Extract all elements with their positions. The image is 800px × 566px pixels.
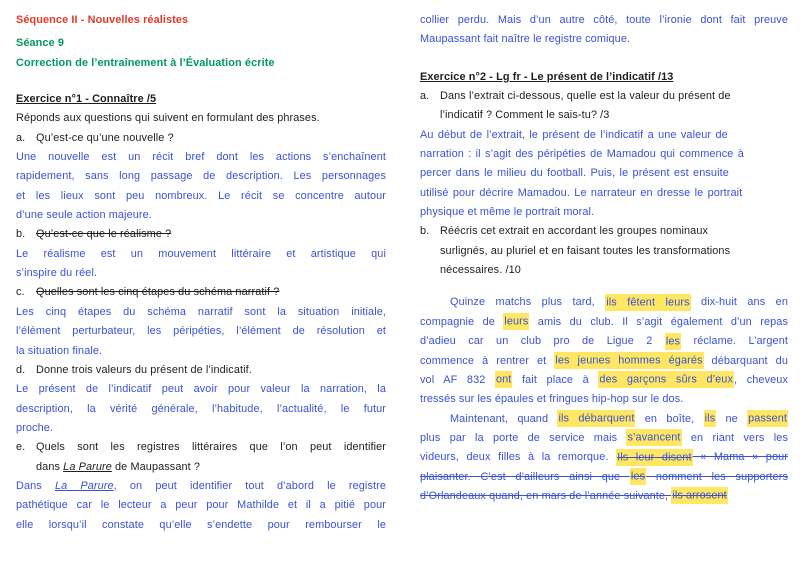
list-label: b. (16, 228, 26, 241)
answer-a-line (16, 187, 386, 206)
text-run: nomment les supporters (646, 470, 788, 483)
answer-b-line (16, 245, 386, 264)
highlighted-text: les (630, 468, 646, 485)
answer-c-line (16, 322, 386, 341)
answer-e-line (420, 11, 788, 30)
highlighted-text: passent (747, 410, 788, 427)
answer-a-line (16, 206, 386, 225)
text-run: Séance 9 (16, 37, 65, 50)
text-run: nécessaires. /10 (440, 264, 521, 277)
answer-a-line (16, 167, 386, 186)
list-label: a. (16, 131, 26, 144)
text-run: utilisé pour décrire Mamadou. Le narrateur en dresse le portrait (420, 186, 743, 199)
text-run: Les cinq étapes du schéma narratif sont la situation initiale, (16, 305, 386, 318)
text-run: proche. (16, 421, 54, 434)
text-run: Maupassant fait naître le registre comique. (420, 33, 631, 46)
text-run: Quelles sont les cinq étapes du schéma narratif ? (36, 286, 280, 299)
text-run: Le réalisme est un mouvement littéraire et artistique qui (16, 247, 386, 260)
answer2-a-line (420, 184, 788, 203)
extract-line (420, 468, 788, 487)
text-run: dix-huit ans en (690, 296, 788, 309)
answer2-a-line (420, 164, 788, 183)
text-run: s’inspire du réel. (16, 267, 98, 280)
text-run: Quinze matchs plus tard, (450, 296, 606, 309)
extract-line (420, 410, 788, 429)
list-label: b. (420, 225, 430, 238)
spacer (420, 50, 788, 68)
answer2-a-line (420, 203, 788, 222)
question2-a-line2 (420, 106, 788, 125)
list-label: e. (16, 441, 26, 454)
text-run: videurs, deux filles à la remorque. (420, 451, 617, 464)
highlighted-text: leurs (503, 313, 529, 330)
text-run: Qu’est-ce que le réalisme ? (36, 228, 172, 241)
highlighted-text: des garçons sûrs d’eux (598, 371, 734, 388)
text-run: Exercice n°2 - Lg fr - Le présent de l’indicatif /13 (420, 70, 674, 83)
list-label: a. (420, 90, 430, 103)
text-run: compagnie de (420, 315, 504, 328)
exercise1-heading (16, 90, 386, 109)
left-column (16, 11, 386, 535)
text-run: La Parure (54, 479, 114, 492)
text-run: dans (36, 460, 64, 473)
question2-b-line2 (420, 242, 788, 261)
text-run: d’une seule action majeure. (16, 209, 152, 222)
text-run: Dans (16, 479, 55, 492)
answer-d-line (16, 400, 386, 419)
text-run: Une nouvelle est un récit bref dont les actions s’enchaînent (16, 151, 386, 164)
text-run: tressés sur les épaules et fringues hip-hop sur le dos. (420, 393, 684, 406)
answer-a-line (16, 148, 386, 167)
answer-e-line (420, 30, 788, 49)
highlighted-text: ils arrosent (671, 487, 727, 504)
answer2-a-line (420, 145, 788, 164)
text-run: narration : il s’agit des péripéties de Mamadou qui commence à (420, 148, 744, 161)
question2-b-line3 (420, 261, 788, 280)
answer-e-line (16, 477, 386, 496)
text-run: pathétique car le lecteur a peur pour Mathilde et il a pitié pour (16, 499, 386, 512)
text-run: elle lorsqu’il constate qu’elle s’endette pour rembourser le (16, 518, 386, 531)
text-run: Quels sont les registres littéraires que l’on peut identifier (36, 441, 386, 454)
text-run: plus par la porte de service mais (420, 431, 627, 444)
seance-heading (16, 34, 386, 53)
question-b (16, 225, 386, 244)
highlighted-text: les jeunes hommes égarés (554, 352, 703, 369)
list-label: d. (16, 363, 26, 376)
text-run: « Mama » pour (692, 451, 788, 464)
text-run: rapidement, sans long passage de description. Les personnages (16, 170, 386, 183)
answer2-a-line (420, 126, 788, 145)
text-run: collier perdu. Mais d’un autre côté, toute l’ironie dont fait preuve (420, 14, 788, 26)
extract-line (420, 429, 788, 448)
text-run: Dans l’extrait ci-dessous, quelle est la valeur du présent de (440, 90, 731, 103)
correction-subtitle (16, 54, 386, 73)
question2-b (420, 222, 788, 241)
text-run: Réécris cet extrait en accordant les groupes nominaux (440, 225, 709, 238)
text-run: commence à rentrer et (420, 354, 555, 367)
text-run: Qu’est-ce qu’une nouvelle ? (36, 131, 174, 144)
question2-a (420, 87, 788, 106)
spacer (420, 280, 788, 293)
question-d (16, 361, 386, 380)
question-e (16, 438, 386, 457)
text-run: percer dans le milieu du football. Puis, le présent est ensuite (420, 167, 729, 180)
question-e-line2 (16, 458, 386, 477)
exercise2-heading (420, 68, 788, 87)
highlighted-text: ils (704, 410, 717, 427)
text-run: ne (716, 412, 748, 425)
question-c (16, 283, 386, 302)
list-label: c. (16, 286, 25, 299)
extract-line (420, 390, 788, 409)
text-run: l’indicatif ? Comment le sais-tu? /3 (440, 109, 610, 122)
extract-line (420, 371, 788, 390)
text-run: physique et même le portrait moral. (420, 206, 595, 219)
text-run: la situation finale. (16, 344, 103, 357)
extract-line (420, 293, 788, 312)
text-run: fait place à (512, 373, 599, 386)
text-run: Exercice n°1 - Connaître /5 (16, 93, 157, 106)
text-run: en riant vers les (681, 431, 788, 444)
extract-line (420, 313, 788, 332)
right-column (420, 11, 788, 535)
highlighted-text: s’avancent (626, 429, 681, 446)
answer-c-line (16, 342, 386, 361)
answer-e-line (16, 496, 386, 515)
text-run: vol AF 832 (420, 373, 495, 386)
text-run: l’élément perturbateur, les péripéties, l’élément de résolution et (16, 325, 386, 338)
highlighted-text: ont (495, 371, 512, 388)
text-run: Correction de l’entraînement à l’Évaluation écrite (16, 56, 275, 69)
highlighted-text: les (665, 333, 681, 350)
text-run: et les lieux sont peu nombreux. Le récit se concentre autour (16, 189, 386, 202)
exercise1-instruction (16, 109, 386, 128)
text-run: surlignés, au pluriel et en faisant toutes les transformations (440, 244, 731, 257)
text-run: , cheveux (734, 373, 788, 386)
text-run: Séquence II - Nouvelles réalistes (16, 14, 189, 26)
text-run: de Maupassant ? (111, 460, 201, 473)
text-run: Réponds aux questions qui suivent en formulant des phrases. (16, 112, 320, 125)
text-run: en boîte, (635, 412, 704, 425)
highlighted-text: ils débarquent (557, 410, 635, 427)
answer-b-line (16, 264, 386, 283)
answer-e-line (16, 516, 386, 535)
highlighted-text: ils fêtent leurs (605, 294, 690, 311)
spacer (16, 73, 386, 90)
text-run: d’Orlandeaux quand, en mars de l’année suivante, (420, 489, 672, 502)
answer-d-line (16, 419, 386, 438)
text-run: Au début de l’extrait, le présent de l’indicatif a une valeur de (420, 128, 728, 141)
text-run: débarquant du (703, 354, 788, 367)
text-run: d’adieu car un club pro de Ligue 2 (420, 335, 665, 348)
text-run: description, la vérité générale, l’habitude, l’actualité, le futur (16, 402, 386, 415)
text-run: amis du club. Il s’agit également d’un repas (529, 315, 788, 328)
text-run: Maintenant, quand (450, 412, 558, 425)
sequence-title (16, 11, 386, 30)
text-run: La Parure (63, 460, 112, 473)
extract-line (420, 448, 788, 467)
extract-line (420, 352, 788, 371)
text-run: réclame. L’argent (681, 335, 789, 348)
highlighted-text: Ils leur disent (616, 449, 693, 466)
extract-line (420, 332, 788, 351)
text-run: plaisanter. C’est d’ailleurs ainsi que (420, 470, 630, 483)
answer-c-line (16, 303, 386, 322)
extract-line (420, 487, 788, 506)
answer-d-line (16, 380, 386, 399)
text-run: , on peut identifier tout d’abord le registre (113, 479, 387, 492)
question-a (16, 129, 386, 148)
text-run: Donne trois valeurs du présent de l’indicatif. (36, 363, 252, 376)
text-run: Le présent de l’indicatif peut avoir pour valeur la narration, la (16, 383, 386, 396)
